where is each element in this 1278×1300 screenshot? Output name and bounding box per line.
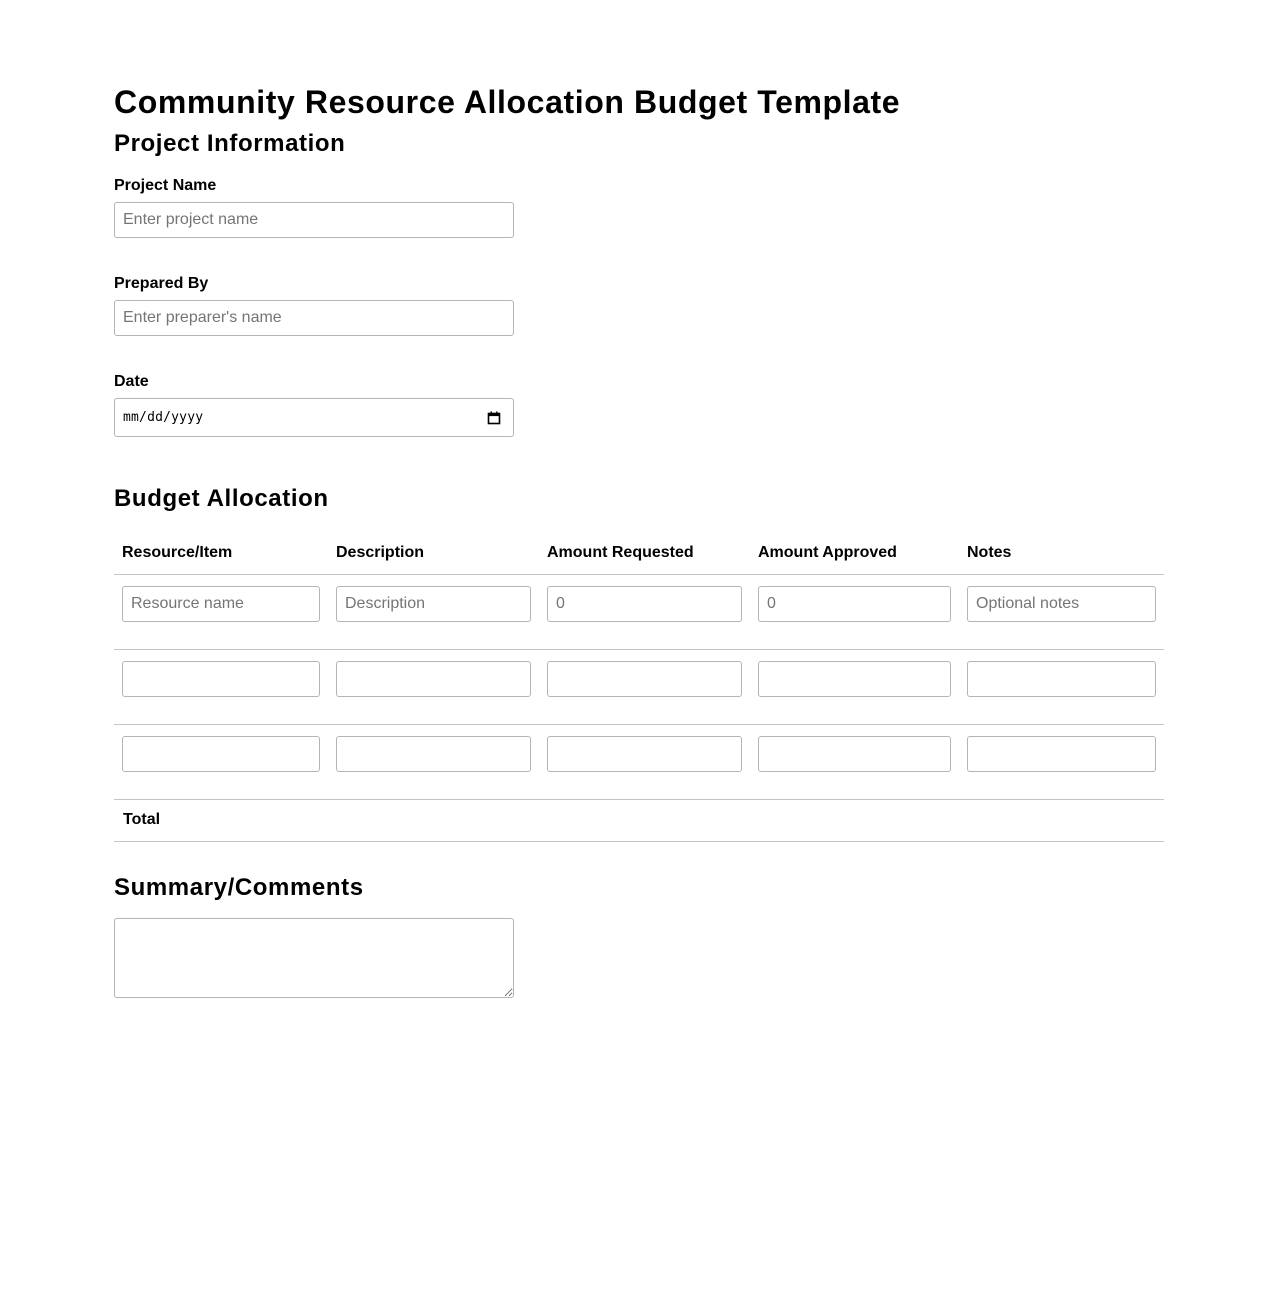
- table-cell: [328, 650, 539, 725]
- calendar-icon[interactable]: [487, 411, 501, 425]
- table-cell: [539, 650, 750, 725]
- table-row: [114, 575, 1164, 650]
- description-input[interactable]: [336, 586, 531, 622]
- notes-input[interactable]: [967, 661, 1156, 697]
- project-name-field-group: [114, 176, 1164, 238]
- column-header-notes: Notes: [959, 535, 1164, 575]
- table-cell: [114, 575, 328, 650]
- budget-table: [114, 535, 1164, 842]
- table-cell: [959, 650, 1164, 725]
- amount-approved-input[interactable]: [758, 586, 951, 622]
- prepared-by-field-group: [114, 274, 1164, 336]
- budget-form-page: [114, 80, 1164, 998]
- summary-comments-textarea[interactable]: [114, 918, 514, 998]
- table-cell: [328, 725, 539, 800]
- column-header-description: Description: [328, 535, 539, 575]
- table-cell: [539, 575, 750, 650]
- total-notes-cell: [959, 800, 1164, 842]
- description-input[interactable]: [336, 661, 531, 697]
- page-title: Community Resource Allocation Budget Template: [114, 84, 901, 120]
- total-description-cell: [328, 800, 539, 842]
- notes-input[interactable]: [967, 736, 1156, 772]
- table-cell: [328, 575, 539, 650]
- budget-table-header-row: [114, 535, 1164, 575]
- table-cell: [750, 575, 959, 650]
- amount-requested-input[interactable]: [547, 661, 742, 697]
- table-row: [114, 650, 1164, 725]
- date-input[interactable]: [114, 398, 514, 437]
- total-label: Total: [114, 800, 328, 842]
- total-row: [114, 800, 1164, 842]
- prepared-by-input[interactable]: [114, 300, 514, 336]
- resource-name-input[interactable]: [122, 661, 320, 697]
- notes-input[interactable]: [967, 586, 1156, 622]
- amount-requested-input[interactable]: [547, 586, 742, 622]
- amount-requested-input[interactable]: [547, 736, 742, 772]
- table-row: [114, 725, 1164, 800]
- table-cell: [539, 725, 750, 800]
- amount-approved-input[interactable]: [758, 661, 951, 697]
- project-name-input[interactable]: [114, 202, 514, 238]
- amount-approved-input[interactable]: [758, 736, 951, 772]
- total-amount-requested-cell: [539, 800, 750, 842]
- resource-name-input[interactable]: [122, 586, 320, 622]
- total-amount-approved-cell: [750, 800, 959, 842]
- column-header-amount-approved: Amount Approved: [750, 535, 959, 575]
- budget-allocation-heading: Budget Allocation: [114, 485, 329, 512]
- table-cell: [114, 725, 328, 800]
- column-header-amount-requested: Amount Requested: [539, 535, 750, 575]
- description-input[interactable]: [336, 736, 531, 772]
- date-field-group: [114, 372, 1164, 437]
- summary-comments-heading: Summary/Comments: [114, 874, 364, 901]
- table-cell: [959, 725, 1164, 800]
- prepared-by-label: Prepared By: [114, 275, 209, 292]
- date-label: Date: [114, 373, 149, 390]
- project-information-heading: Project Information: [114, 130, 346, 157]
- resource-name-input[interactable]: [122, 736, 320, 772]
- project-name-label: Project Name: [114, 177, 217, 194]
- table-cell: [114, 650, 328, 725]
- table-cell: [750, 725, 959, 800]
- date-format-placeholder: mm/dd/yyyy: [123, 410, 204, 425]
- table-cell: [750, 650, 959, 725]
- table-cell: [959, 575, 1164, 650]
- column-header-resource-item: Resource/Item: [114, 535, 328, 575]
